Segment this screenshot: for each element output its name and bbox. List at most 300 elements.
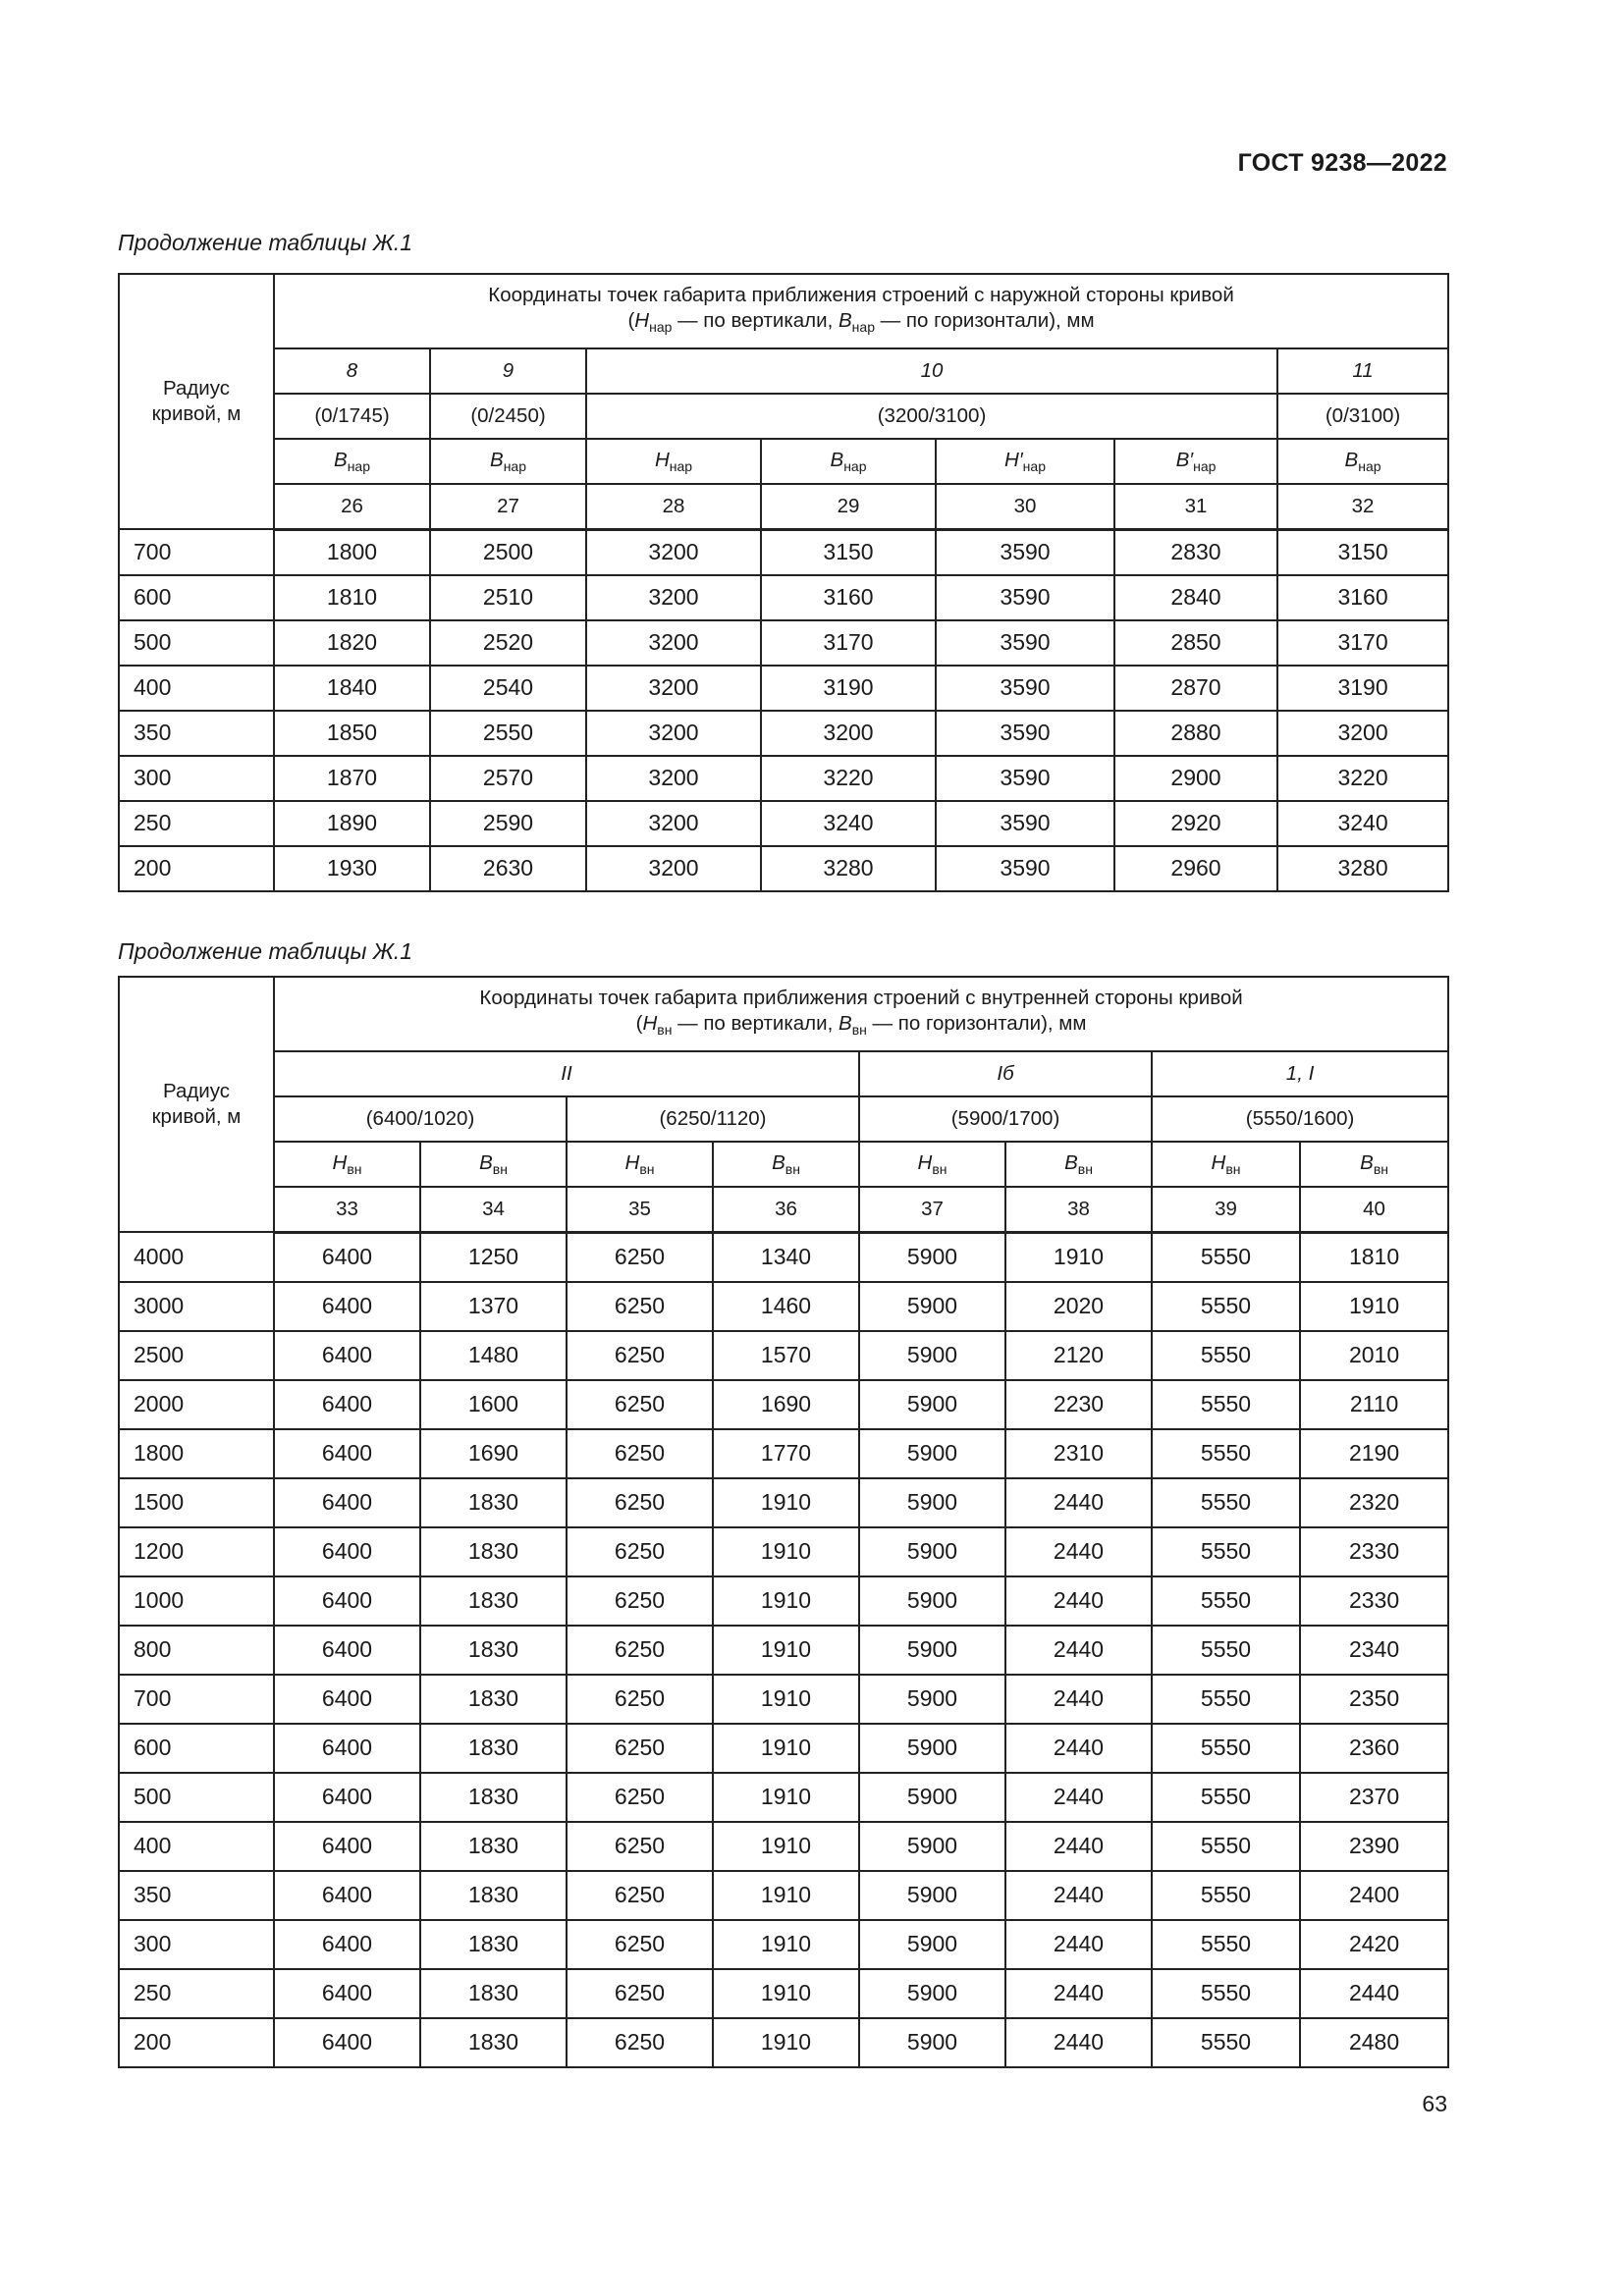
value-cell: 5900 [859, 1478, 1005, 1527]
table-row [119, 1871, 1448, 1920]
table1-caption: Продолжение таблицы Ж.1 [118, 230, 413, 255]
value-cell: 5550 [1152, 1626, 1300, 1675]
variable-symbol [859, 1142, 1005, 1187]
variable-letter: В [479, 1151, 493, 1175]
variable-letter: В [772, 1151, 785, 1175]
variable-letter: Н [624, 1151, 640, 1175]
radius-cell: 2500 [119, 1331, 274, 1380]
value-cell: 1570 [713, 1331, 859, 1380]
value-cell: 6250 [567, 1626, 713, 1675]
value-cell: 1810 [1300, 1232, 1448, 1282]
value-cell: 5900 [859, 2018, 1005, 2067]
column-number: 39 [1152, 1187, 1300, 1232]
value-cell: 1800 [274, 529, 430, 575]
radius-cell: 350 [119, 711, 274, 756]
radius-cell: 250 [119, 801, 274, 846]
table2-title-line1: Координаты точек габарита приближения строений с внутренней стороны кривой [479, 987, 1243, 1009]
value-cell: 2920 [1114, 801, 1277, 846]
value-cell: 2340 [1300, 1626, 1448, 1675]
value-cell: 3200 [586, 575, 761, 620]
variable-letter: В [1360, 1151, 1374, 1175]
column-number: 27 [430, 484, 586, 529]
point-params: (5550/1600) [1152, 1096, 1448, 1142]
value-cell: 2440 [1005, 1527, 1152, 1576]
point-number: II [274, 1051, 859, 1096]
value-cell: 1910 [1300, 1282, 1448, 1331]
value-cell: 3590 [936, 666, 1114, 711]
table-row [119, 529, 1448, 575]
value-cell: 2110 [1300, 1380, 1448, 1429]
value-cell: 1910 [713, 1822, 859, 1871]
value-cell: 6400 [274, 1626, 420, 1675]
value-cell: 1910 [1005, 1232, 1152, 1282]
value-cell: 3150 [1277, 529, 1448, 575]
page-number: 63 [1422, 2091, 1447, 2116]
column-number: 29 [761, 484, 936, 529]
radius-cell: 1800 [119, 1429, 274, 1478]
value-cell: 6250 [567, 1920, 713, 1969]
table-row [119, 1724, 1448, 1773]
value-cell: 1830 [420, 1724, 567, 1773]
value-cell: 1690 [420, 1429, 567, 1478]
value-cell: 5900 [859, 1822, 1005, 1871]
value-cell: 3200 [586, 801, 761, 846]
value-cell: 5900 [859, 1282, 1005, 1331]
variable-subscript: нар [347, 458, 370, 475]
variable-symbol [1277, 439, 1448, 484]
value-cell: 1830 [420, 1527, 567, 1576]
point-number: 10 [586, 348, 1277, 394]
column-number: 32 [1277, 484, 1448, 529]
variable-subscript: нар [1022, 458, 1046, 475]
variable-subscript: вн [932, 1161, 947, 1178]
value-cell: 1910 [713, 1871, 859, 1920]
radius-cell: 200 [119, 846, 274, 891]
value-cell: 5550 [1152, 1871, 1300, 1920]
value-cell: 6400 [274, 1380, 420, 1429]
column-number: 35 [567, 1187, 713, 1232]
value-cell: 2840 [1114, 575, 1277, 620]
table-row [119, 1773, 1448, 1822]
value-cell: 1910 [713, 1773, 859, 1822]
value-cell: 2830 [1114, 529, 1277, 575]
value-cell: 2870 [1114, 666, 1277, 711]
variable-subscript: вн [1077, 1161, 1093, 1178]
value-cell: 1830 [420, 1920, 567, 1969]
value-cell: 6250 [567, 1724, 713, 1773]
variable-letter: Н [654, 449, 670, 472]
value-cell: 6400 [274, 1282, 420, 1331]
value-cell: 5900 [859, 1626, 1005, 1675]
variable-subscript: вн [639, 1161, 655, 1178]
radius-cell: 4000 [119, 1232, 274, 1282]
value-cell: 2370 [1300, 1773, 1448, 1822]
table2-title-line2: ($Н_{вн}$ — по вертикали, $В_{вн}$ — по горизонтали), мм [635, 1012, 1087, 1039]
value-cell: 2500 [430, 529, 586, 575]
value-cell: 6250 [567, 2018, 713, 2067]
table-row [119, 575, 1448, 620]
variable-symbol [420, 1142, 567, 1187]
point-number: 9 [430, 348, 586, 394]
value-cell: 3170 [761, 620, 936, 666]
value-cell: 2480 [1300, 2018, 1448, 2067]
variable-letter: В′ [1175, 449, 1194, 472]
value-cell: 3220 [761, 756, 936, 801]
point-number: Iб [859, 1051, 1152, 1096]
value-cell: 6400 [274, 1527, 420, 1576]
value-cell: 3200 [586, 756, 761, 801]
table-row [119, 666, 1448, 711]
point-number: 11 [1277, 348, 1448, 394]
value-cell: 3280 [761, 846, 936, 891]
value-cell: 1830 [420, 1478, 567, 1527]
value-cell: 2010 [1300, 1331, 1448, 1380]
variable-letter: В [1344, 449, 1359, 472]
variable-symbol [1300, 1142, 1448, 1187]
value-cell: 2440 [1005, 1724, 1152, 1773]
value-cell: 6400 [274, 1232, 420, 1282]
table-row [119, 1232, 1448, 1282]
radius-header-line2: кривой, м [151, 1105, 242, 1129]
variable-letter: В [1064, 1151, 1078, 1175]
value-cell: 1850 [274, 711, 430, 756]
variable-letter: В [830, 449, 844, 472]
value-cell: 6400 [274, 1331, 420, 1380]
point-params: (6400/1020) [274, 1096, 567, 1142]
table-row [119, 711, 1448, 756]
variable-symbol [1005, 1142, 1152, 1187]
variable-letter: В [334, 449, 348, 472]
value-cell: 5900 [859, 1576, 1005, 1626]
value-cell: 5550 [1152, 1282, 1300, 1331]
value-cell: 3160 [1277, 575, 1448, 620]
value-cell: 2440 [1005, 1969, 1152, 2018]
value-cell: 6400 [274, 1675, 420, 1724]
value-cell: 2360 [1300, 1724, 1448, 1773]
radius-cell: 2000 [119, 1380, 274, 1429]
value-cell: 5550 [1152, 1576, 1300, 1626]
radius-cell: 700 [119, 1675, 274, 1724]
variable-symbol [1114, 439, 1277, 484]
value-cell: 6250 [567, 1429, 713, 1478]
value-cell: 2590 [430, 801, 586, 846]
value-cell: 2440 [1005, 1478, 1152, 1527]
value-cell: 6250 [567, 1822, 713, 1871]
value-cell: 2020 [1005, 1282, 1152, 1331]
variable-symbol [761, 439, 936, 484]
value-cell: 2400 [1300, 1871, 1448, 1920]
value-cell: 6400 [274, 1773, 420, 1822]
value-cell: 2330 [1300, 1527, 1448, 1576]
variable-symbol [430, 439, 586, 484]
value-cell: 6400 [274, 1920, 420, 1969]
value-cell: 6400 [274, 2018, 420, 2067]
value-cell: 1600 [420, 1380, 567, 1429]
variable-subscript: вн [347, 1161, 362, 1178]
value-cell: 3200 [586, 846, 761, 891]
value-cell: 2850 [1114, 620, 1277, 666]
value-cell: 5550 [1152, 1969, 1300, 2018]
radius-cell: 400 [119, 1822, 274, 1871]
radius-cell: 300 [119, 1920, 274, 1969]
value-cell: 1890 [274, 801, 430, 846]
value-cell: 2900 [1114, 756, 1277, 801]
variable-subscript: нар [1358, 458, 1381, 475]
value-cell: 1870 [274, 756, 430, 801]
column-number: 26 [274, 484, 430, 529]
value-cell: 1480 [420, 1331, 567, 1380]
variable-subscript: нар [1193, 458, 1217, 475]
value-cell: 3590 [936, 801, 1114, 846]
radius-header-line1: Радиус [162, 377, 231, 400]
point-params: (0/3100) [1277, 394, 1448, 439]
radius-cell: 200 [119, 2018, 274, 2067]
value-cell: 6400 [274, 1478, 420, 1527]
variable-symbol [586, 439, 761, 484]
variable-letter: Н [332, 1151, 348, 1175]
point-params: (3200/3100) [586, 394, 1277, 439]
variable-subscript: вн [1225, 1161, 1241, 1178]
value-cell: 5900 [859, 1969, 1005, 2018]
table1-title-line2: ($Н_{нар}$ — по вертикали, $В_{нар}$ — по горизонтали), мм [627, 309, 1095, 336]
value-cell: 6250 [567, 1527, 713, 1576]
value-cell: 1910 [713, 1478, 859, 1527]
value-cell: 6250 [567, 1576, 713, 1626]
radius-cell: 350 [119, 1871, 274, 1920]
value-cell: 1830 [420, 1576, 567, 1626]
radius-cell: 600 [119, 575, 274, 620]
value-cell: 6400 [274, 1969, 420, 2018]
value-cell: 5900 [859, 1675, 1005, 1724]
column-number: 37 [859, 1187, 1005, 1232]
value-cell: 1910 [713, 1969, 859, 2018]
variable-symbol [567, 1142, 713, 1187]
value-cell: 5550 [1152, 1724, 1300, 1773]
value-cell: 6250 [567, 1478, 713, 1527]
value-cell: 1830 [420, 2018, 567, 2067]
value-cell: 2440 [1005, 2018, 1152, 2067]
radius-cell: 3000 [119, 1282, 274, 1331]
value-cell: 3590 [936, 711, 1114, 756]
radius-header [119, 977, 274, 1232]
table-row [119, 1282, 1448, 1331]
value-cell: 5900 [859, 1773, 1005, 1822]
table-row [119, 1429, 1448, 1478]
value-cell: 2330 [1300, 1576, 1448, 1626]
point-params: (0/2450) [430, 394, 586, 439]
outer-side-table [118, 273, 1449, 892]
radius-header-line2: кривой, м [151, 402, 242, 426]
variable-subscript: вн [785, 1161, 800, 1178]
radius-cell: 800 [119, 1626, 274, 1675]
variable-symbol [936, 439, 1114, 484]
value-cell: 3200 [586, 529, 761, 575]
value-cell: 1830 [420, 1675, 567, 1724]
value-cell: 5900 [859, 1429, 1005, 1478]
point-params: (6250/1120) [567, 1096, 859, 1142]
value-cell: 2440 [1005, 1920, 1152, 1969]
value-cell: 2440 [1005, 1773, 1152, 1822]
value-cell: 5900 [859, 1871, 1005, 1920]
radius-cell: 700 [119, 529, 274, 575]
column-number: 28 [586, 484, 761, 529]
value-cell: 1830 [420, 1969, 567, 2018]
value-cell: 1840 [274, 666, 430, 711]
variable-symbol [274, 1142, 420, 1187]
radius-cell: 500 [119, 620, 274, 666]
value-cell: 5550 [1152, 1478, 1300, 1527]
value-cell: 6250 [567, 1232, 713, 1282]
value-cell: 1830 [420, 1871, 567, 1920]
value-cell: 5550 [1152, 1773, 1300, 1822]
value-cell: 2230 [1005, 1380, 1152, 1429]
value-cell: 2350 [1300, 1675, 1448, 1724]
value-cell: 3200 [761, 711, 936, 756]
value-cell: 6250 [567, 1969, 713, 2018]
value-cell: 2880 [1114, 711, 1277, 756]
value-cell: 1690 [713, 1380, 859, 1429]
value-cell: 1830 [420, 1822, 567, 1871]
value-cell: 2440 [1005, 1576, 1152, 1626]
point-number: 8 [274, 348, 430, 394]
value-cell: 1910 [713, 1920, 859, 1969]
column-number: 38 [1005, 1187, 1152, 1232]
value-cell: 5900 [859, 1331, 1005, 1380]
value-cell: 3190 [1277, 666, 1448, 711]
value-cell: 5900 [859, 1527, 1005, 1576]
value-cell: 1910 [713, 1626, 859, 1675]
table-row [119, 1822, 1448, 1871]
value-cell: 5550 [1152, 1920, 1300, 1969]
variable-letter: В [490, 449, 504, 472]
value-cell: 6250 [567, 1675, 713, 1724]
point-params: (5900/1700) [859, 1096, 1152, 1142]
value-cell: 3590 [936, 846, 1114, 891]
variable-letter: Н [1211, 1151, 1226, 1175]
value-cell: 2510 [430, 575, 586, 620]
value-cell: 1910 [713, 1527, 859, 1576]
variable-subscript: вн [1373, 1161, 1388, 1178]
column-number: 33 [274, 1187, 420, 1232]
value-cell: 3590 [936, 756, 1114, 801]
variable-subscript: нар [503, 458, 526, 475]
value-cell: 3590 [936, 620, 1114, 666]
variable-subscript: нар [843, 458, 867, 475]
value-cell: 1910 [713, 1576, 859, 1626]
value-cell: 3200 [586, 711, 761, 756]
value-cell: 2540 [430, 666, 586, 711]
value-cell: 3590 [936, 575, 1114, 620]
value-cell: 1340 [713, 1232, 859, 1282]
document-code: ГОСТ 9238—2022 [1237, 149, 1447, 177]
inner-side-table [118, 976, 1449, 2068]
value-cell: 3240 [761, 801, 936, 846]
value-cell: 1830 [420, 1773, 567, 1822]
variable-symbol [274, 439, 430, 484]
table1-title-line1: Координаты точек габарита приближения строений с наружной стороны кривой [488, 284, 1234, 306]
table2-caption: Продолжение таблицы Ж.1 [118, 938, 413, 964]
value-cell: 3200 [1277, 711, 1448, 756]
value-cell: 1930 [274, 846, 430, 891]
variable-letter: Н′ [1004, 449, 1023, 472]
value-cell: 1820 [274, 620, 430, 666]
value-cell: 2310 [1005, 1429, 1152, 1478]
point-params: (0/1745) [274, 394, 430, 439]
value-cell: 1910 [713, 1724, 859, 1773]
table-row [119, 620, 1448, 666]
value-cell: 1810 [274, 575, 430, 620]
table-row [119, 1331, 1448, 1380]
value-cell: 6400 [274, 1822, 420, 1871]
table1-title [274, 274, 1448, 348]
radius-cell: 600 [119, 1724, 274, 1773]
value-cell: 5900 [859, 1920, 1005, 1969]
value-cell: 5900 [859, 1380, 1005, 1429]
value-cell: 2190 [1300, 1429, 1448, 1478]
value-cell: 5550 [1152, 1822, 1300, 1871]
table-row [119, 1380, 1448, 1429]
value-cell: 3590 [936, 529, 1114, 575]
table-row [119, 1527, 1448, 1576]
value-cell: 3160 [761, 575, 936, 620]
value-cell: 5900 [859, 1724, 1005, 1773]
variable-symbol [713, 1142, 859, 1187]
value-cell: 5550 [1152, 1527, 1300, 1576]
radius-cell: 250 [119, 1969, 274, 2018]
table-row [119, 1920, 1448, 1969]
radius-cell: 1200 [119, 1527, 274, 1576]
value-cell: 3220 [1277, 756, 1448, 801]
table-row [119, 756, 1448, 801]
table-row [119, 801, 1448, 846]
value-cell: 5550 [1152, 1429, 1300, 1478]
radius-cell: 1000 [119, 1576, 274, 1626]
value-cell: 2440 [1005, 1871, 1152, 1920]
value-cell: 1460 [713, 1282, 859, 1331]
value-cell: 6400 [274, 1576, 420, 1626]
value-cell: 2630 [430, 846, 586, 891]
point-number: 1, I [1152, 1051, 1448, 1096]
variable-letter: Н [917, 1151, 933, 1175]
value-cell: 6250 [567, 1871, 713, 1920]
value-cell: 1770 [713, 1429, 859, 1478]
value-cell: 6250 [567, 1773, 713, 1822]
value-cell: 2120 [1005, 1331, 1152, 1380]
value-cell: 6250 [567, 1331, 713, 1380]
value-cell: 3280 [1277, 846, 1448, 891]
value-cell: 5550 [1152, 1232, 1300, 1282]
variable-subscript: вн [492, 1161, 508, 1178]
value-cell: 6250 [567, 1282, 713, 1331]
table-row [119, 1576, 1448, 1626]
value-cell: 3240 [1277, 801, 1448, 846]
table-row [119, 2018, 1448, 2067]
column-number: 34 [420, 1187, 567, 1232]
value-cell: 3190 [761, 666, 936, 711]
value-cell: 5550 [1152, 1675, 1300, 1724]
value-cell: 2320 [1300, 1478, 1448, 1527]
value-cell: 5900 [859, 1232, 1005, 1282]
value-cell: 2570 [430, 756, 586, 801]
value-cell: 5550 [1152, 1331, 1300, 1380]
value-cell: 3200 [586, 666, 761, 711]
column-number: 31 [1114, 484, 1277, 529]
value-cell: 2440 [1005, 1626, 1152, 1675]
radius-header-line1: Радиус [162, 1080, 231, 1103]
table-row [119, 1478, 1448, 1527]
value-cell: 1370 [420, 1282, 567, 1331]
table-row [119, 1675, 1448, 1724]
